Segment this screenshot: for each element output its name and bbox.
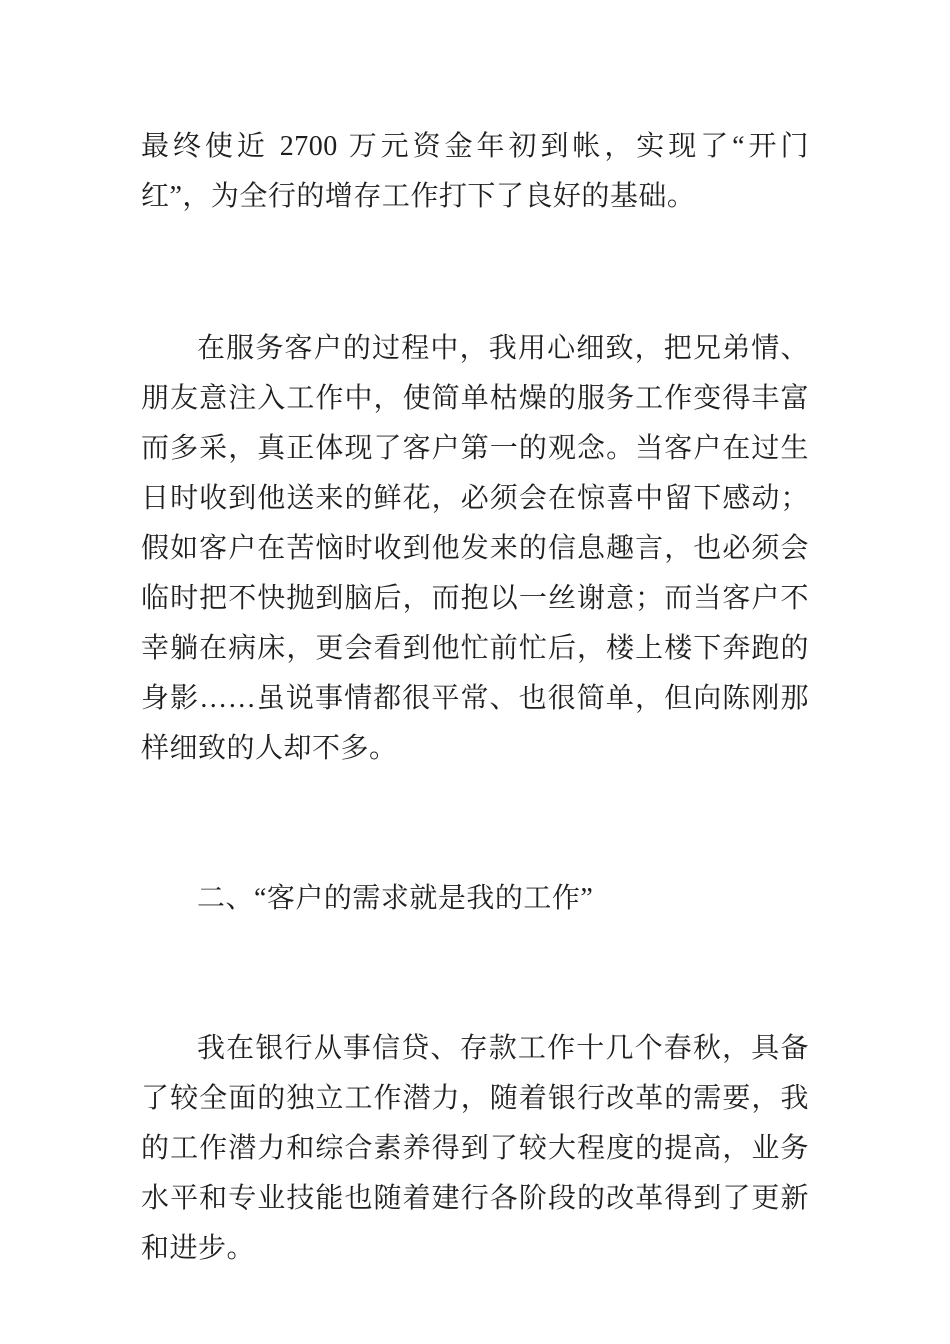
section-heading-2: 二、“客户的需求就是我的工作” <box>197 883 594 914</box>
body-paragraph-career: 我在银行从事信贷、存款工作十几个春秋，具备了较全面的独立工作潜力，随着银行改革的需要，我的工作潜力和综合素养得到了较大程度的提高，业务水平和专业技能也随着建行各阶段的改革得到了更新和进步。 <box>141 1033 809 1264</box>
body-paragraph-service-story: 在服务客户的过程中，我用心细致，把兄弟情、朋友意注入工作中，使简单枯燥的服务工作变得丰富而多采，真正体现了客户第一的观念。当客户在过生日时收到他送来的鲜花，必须会在惊喜中留下感动；假如客户在苦恼时收到他发来的信息趣言，也必须会临时把不快抛到脑后，而抱以一丝谢意；而当客户不幸躺在病床，更会看到他忙前忙后，楼上楼下奔跑的身影……虽说事情都很平常、也很简单，但向陈刚那样细致的人却不多。 <box>141 333 809 764</box>
body-paragraph-continuation: 最终使近 2700 万元资金年初到帐，实现了“开门红”，为全行的增存工作打下了良好的基础。 <box>141 131 809 212</box>
